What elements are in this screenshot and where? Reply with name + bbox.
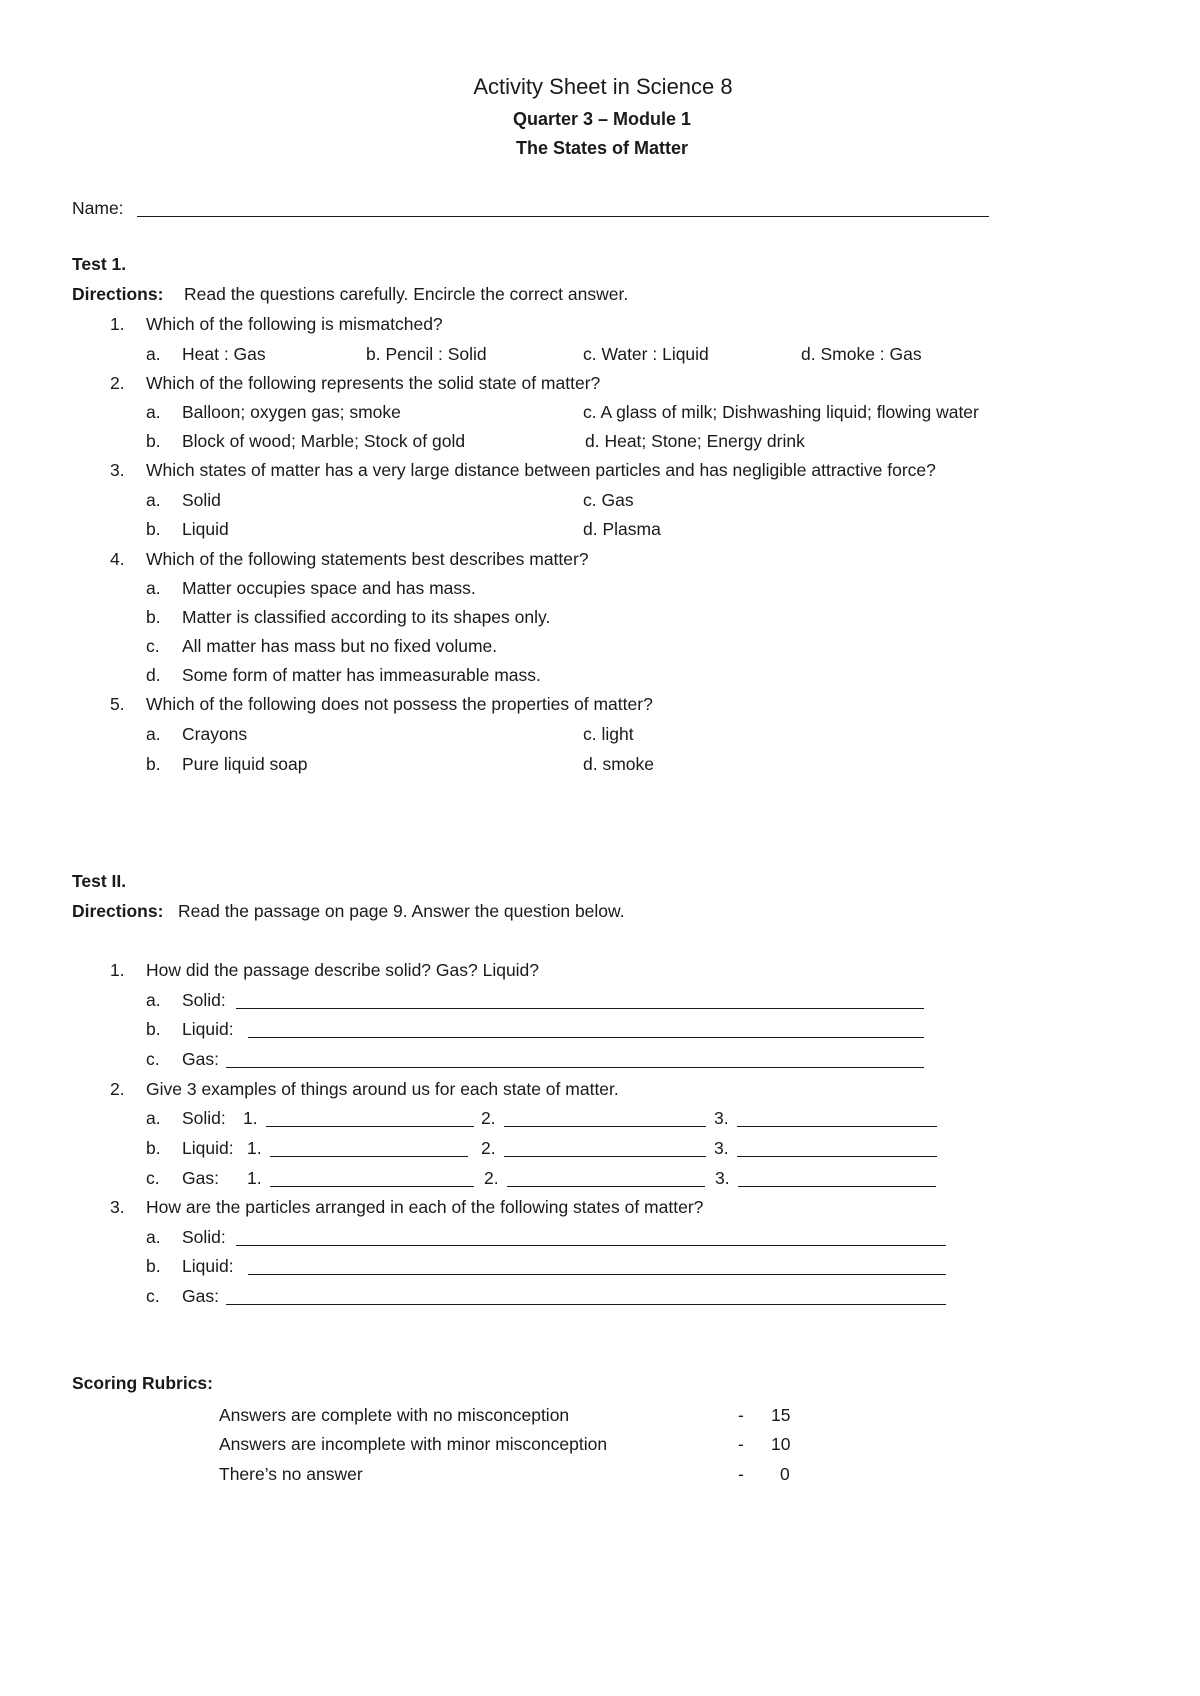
answer-blank[interactable] (737, 1111, 937, 1127)
answer-blank[interactable] (737, 1141, 937, 1157)
rubric-dash: - (738, 1405, 744, 1425)
answer-blank[interactable] (504, 1111, 706, 1127)
option-letter[interactable]: b. (146, 754, 161, 774)
option-text[interactable]: c. Gas (583, 490, 634, 510)
answer-blank[interactable] (266, 1111, 474, 1127)
answer-blank[interactable] (226, 1289, 946, 1305)
option-text[interactable]: d. Plasma (583, 519, 661, 539)
name-label: Name: (72, 198, 124, 218)
option-letter[interactable]: a. (146, 402, 161, 422)
rubric-dash: - (738, 1464, 744, 1484)
answer-blank[interactable] (507, 1171, 705, 1187)
question-text: Which of the following does not possess the properties of matter? (146, 694, 653, 714)
question-text: Which of the following is mismatched? (146, 314, 443, 334)
answer-blank[interactable] (504, 1141, 706, 1157)
rubric-text: Answers are incomplete with minor misconception (219, 1434, 608, 1454)
question-number: 3. (110, 1197, 125, 1217)
item-letter: b. (146, 1256, 161, 1276)
rubric-text: Answers are complete with no misconception (219, 1405, 570, 1425)
question-text: Which of the following represents the solid state of matter? (146, 373, 601, 393)
test1-directions-text: Read the questions carefully. Encircle the correct answer. (184, 284, 629, 304)
answer-blank[interactable] (248, 1022, 924, 1038)
item-letter: c. (146, 1286, 160, 1306)
test2-directions-text: Read the passage on page 9. Answer the question below. (178, 901, 625, 921)
question-text: How did the passage describe solid? Gas? Liquid? (146, 960, 540, 980)
option-letter[interactable]: c. (146, 636, 160, 656)
question-number: 5. (110, 694, 125, 714)
test1-directions-label: Directions: (72, 284, 164, 304)
answer-blank[interactable] (226, 1052, 924, 1068)
question-number: 4. (110, 549, 125, 569)
question-number: 2. (110, 373, 125, 393)
option-text[interactable]: Pure liquid soap (182, 754, 308, 774)
test2-directions-label: Directions: (72, 901, 164, 921)
option-letter[interactable]: d. (146, 665, 161, 685)
item-letter: c. (146, 1168, 160, 1188)
answer-blank[interactable] (270, 1171, 474, 1187)
item-letter: b. (146, 1138, 161, 1158)
option-text[interactable]: b. Pencil : Solid (366, 344, 487, 364)
item-label: Gas: (182, 1049, 219, 1069)
sheet-title: Activity Sheet in Science 8 (473, 74, 733, 99)
item-letter: a. (146, 990, 161, 1010)
option-text[interactable]: Solid (182, 490, 221, 510)
option-text[interactable]: Liquid (182, 519, 229, 539)
blank-number: 2. (484, 1168, 499, 1188)
item-label: Liquid: (182, 1256, 234, 1276)
answer-blank[interactable] (236, 1230, 946, 1246)
item-letter: c. (146, 1049, 160, 1069)
sheet-topic: The States of Matter (515, 138, 689, 158)
item-letter: a. (146, 1108, 161, 1128)
name-blank[interactable] (137, 201, 989, 217)
sheet-subtitle: Quarter 3 – Module 1 (512, 109, 692, 129)
option-text[interactable]: d. Heat; Stone; Energy drink (585, 431, 805, 451)
option-text[interactable]: Some form of matter has immeasurable mass. (182, 665, 541, 685)
question-number: 3. (110, 460, 125, 480)
option-letter[interactable]: b. (146, 431, 161, 451)
question-text: Give 3 examples of things around us for each state of matter. (146, 1079, 619, 1099)
option-text[interactable]: d. smoke (583, 754, 654, 774)
option-text[interactable]: c. Water : Liquid (583, 344, 709, 364)
blank-number: 1. (247, 1168, 262, 1188)
rubrics-title: Scoring Rubrics: (72, 1373, 213, 1393)
rubric-score: 10 (771, 1434, 791, 1454)
option-text[interactable]: Balloon; oxygen gas; smoke (182, 402, 401, 422)
option-letter[interactable]: a. (146, 490, 161, 510)
item-label: Gas: (182, 1168, 219, 1188)
item-label: Solid: (182, 990, 226, 1010)
question-number: 1. (110, 314, 125, 334)
option-letter[interactable]: b. (146, 607, 161, 627)
option-text[interactable]: Matter is classified according to its shapes only. (182, 607, 551, 627)
option-letter[interactable]: b. (146, 519, 161, 539)
answer-blank[interactable] (236, 993, 924, 1009)
rubric-text: There’s no answer (219, 1464, 363, 1484)
blank-number: 1. (243, 1108, 258, 1128)
option-letter[interactable]: a. (146, 344, 161, 364)
rubric-dash: - (738, 1434, 744, 1454)
item-label: Solid: (182, 1227, 226, 1247)
item-label: Liquid: (182, 1138, 234, 1158)
item-letter: b. (146, 1019, 161, 1039)
option-text[interactable]: Crayons (182, 724, 248, 744)
item-label: Solid: (182, 1108, 226, 1128)
question-text: Which of the following statements best describes matter? (146, 549, 589, 569)
option-text[interactable]: All matter has mass but no fixed volume. (182, 636, 498, 656)
blank-number: 3. (714, 1108, 729, 1128)
item-letter: a. (146, 1227, 161, 1247)
option-text[interactable]: d. Smoke : Gas (801, 344, 922, 364)
rubric-score: 0 (780, 1464, 790, 1484)
answer-blank[interactable] (738, 1171, 936, 1187)
blank-number: 1. (247, 1138, 262, 1158)
item-label: Liquid: (182, 1019, 234, 1039)
blank-number: 3. (715, 1168, 730, 1188)
question-number: 2. (110, 1079, 125, 1099)
option-text[interactable]: c. light (583, 724, 634, 744)
item-label: Gas: (182, 1286, 219, 1306)
blank-number: 2. (481, 1138, 496, 1158)
blank-number: 3. (714, 1138, 729, 1158)
answer-blank[interactable] (248, 1259, 946, 1275)
option-letter[interactable]: a. (146, 578, 161, 598)
blank-number: 2. (481, 1108, 496, 1128)
option-letter[interactable]: a. (146, 724, 161, 744)
answer-blank[interactable] (270, 1141, 468, 1157)
rubric-score: 15 (771, 1405, 791, 1425)
test2-title: Test II. (72, 871, 127, 891)
option-text[interactable]: Block of wood; Marble; Stock of gold (182, 431, 466, 451)
question-number: 1. (110, 960, 125, 980)
question-text: Which states of matter has a very large distance between particles and has negligible attractive force? (146, 460, 936, 480)
option-text[interactable]: c. A glass of milk; Dishwashing liquid; flowing water (583, 402, 979, 422)
question-text: How are the particles arranged in each of the following states of matter? (146, 1197, 704, 1217)
option-text[interactable]: Matter occupies space and has mass. (182, 578, 476, 598)
test1-title: Test 1. (72, 254, 127, 274)
option-text[interactable]: Heat : Gas (182, 344, 266, 364)
